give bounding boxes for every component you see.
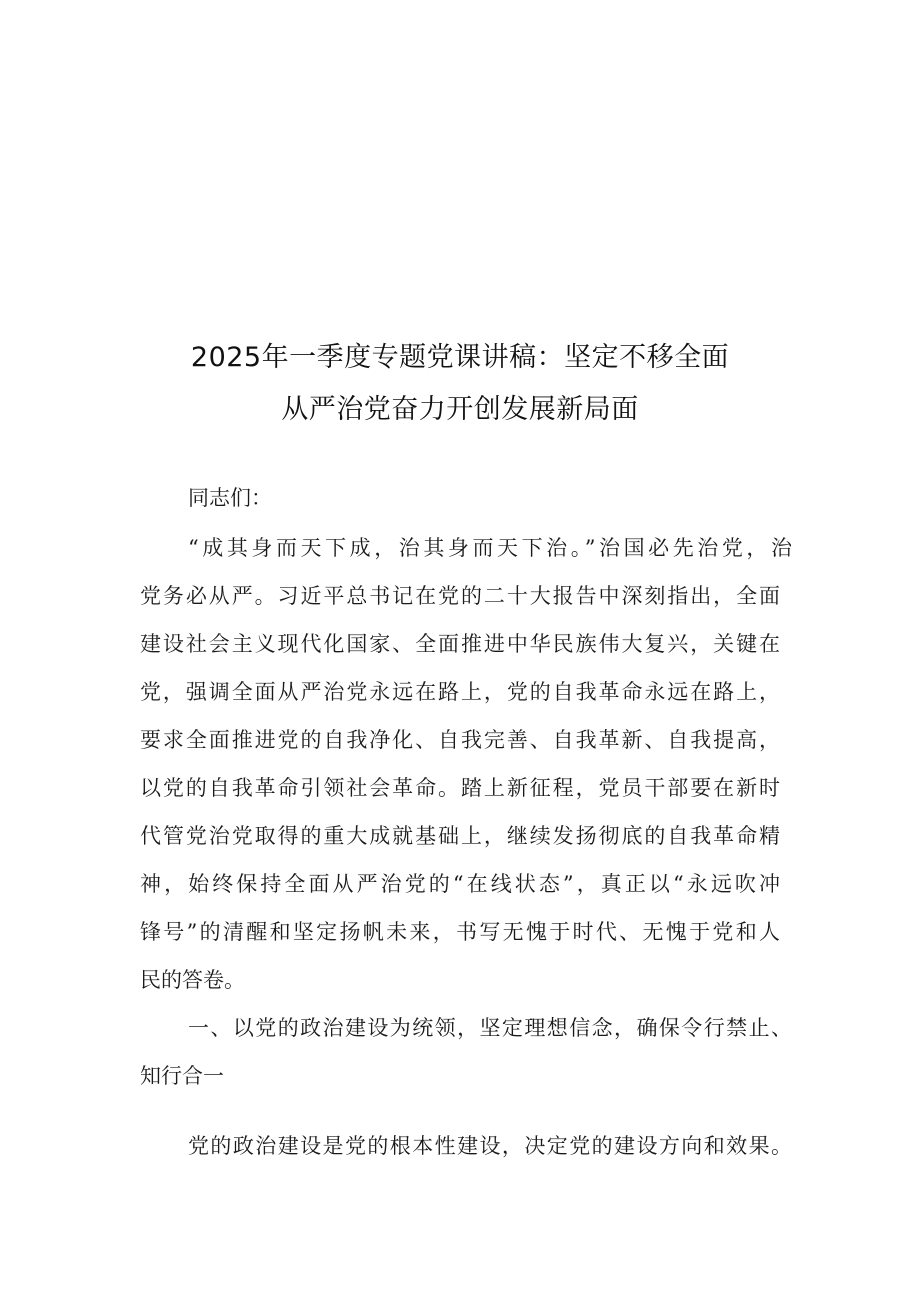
paragraph-1-line: “成其身而天下成，治其身而天下治。”治国必先治党，治 (188, 536, 792, 560)
document-title-line-2: 从严治党奋力开创发展新局面 (281, 394, 639, 425)
salutation: 同志们： (188, 486, 272, 510)
document-title-line-1: 2025年一季度专题党课讲稿：坚定不移全面 (190, 342, 730, 373)
paragraph-1-line: 锋号”的清醒和坚定扬帆未来，书写无愧于时代、无愧于党和人 (140, 920, 780, 944)
paragraph-2-line: 党的政治建设是党的根本性建设，决定党的建设方向和效果。 (188, 1134, 792, 1158)
paragraph-1-line: 代管党治党取得的重大成就基础上，继续发扬彻底的自我革命精 (140, 824, 780, 848)
section-heading-1-line: 知行合一 (140, 1064, 224, 1088)
section-heading-1-line: 一、以党的政治建设为统领，坚定理想信念，确保令行禁止、 (188, 1016, 792, 1040)
paragraph-1-line: 民的答卷。 (140, 968, 245, 992)
paragraph-1-line: 党，强调全面从严治党永远在路上，党的自我革命永远在路上， (140, 680, 780, 704)
paragraph-1-line: 要求全面推进党的自我净化、自我完善、自我革新、自我提高， (140, 728, 780, 752)
paragraph-1-line: 党务必从严。习近平总书记在党的二十大报告中深刻指出，全面 (140, 584, 780, 608)
paragraph-1-line: 建设社会主义现代化国家、全面推进中华民族伟大复兴，关键在 (140, 632, 780, 656)
paragraph-1-line: 神，始终保持全面从严治党的“在线状态”，真正以“永远吹冲 (140, 872, 780, 896)
paragraph-1-line: 以党的自我革命引领社会革命。踏上新征程，党员干部要在新时 (140, 776, 780, 800)
